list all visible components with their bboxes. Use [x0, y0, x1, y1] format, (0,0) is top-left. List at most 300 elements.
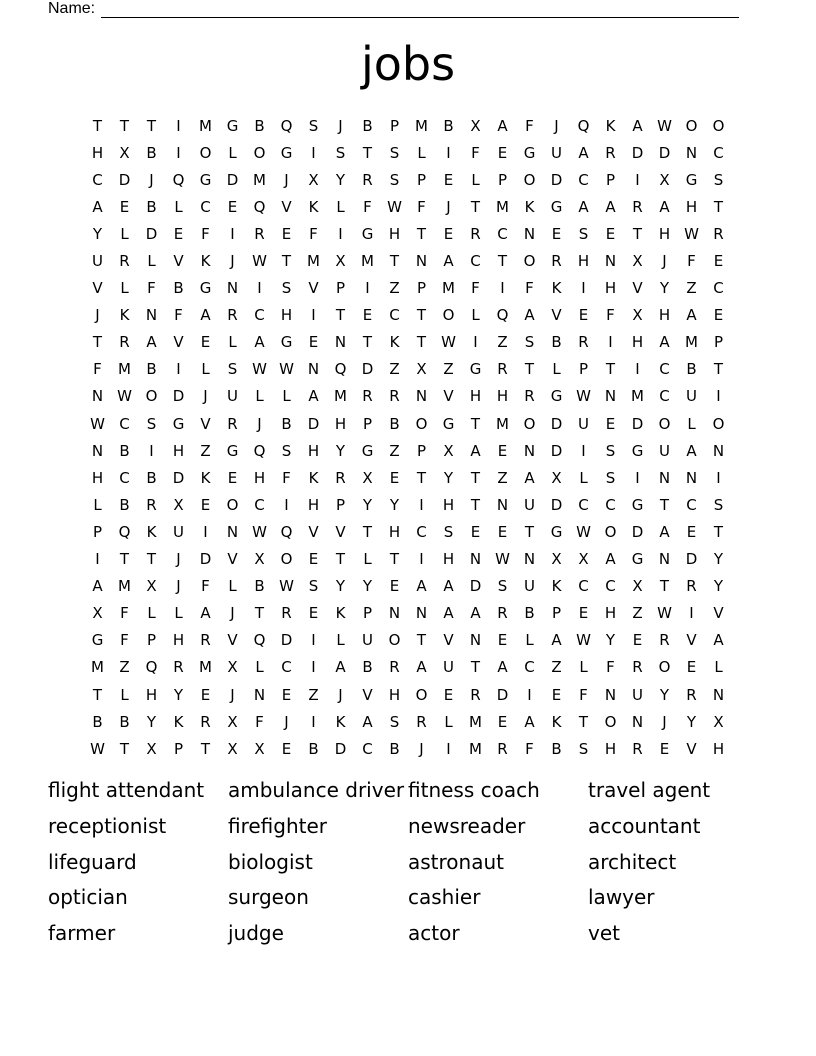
- grid-letter: B: [362, 658, 373, 677]
- grid-letter: Z: [551, 658, 562, 677]
- grid-letter: X: [713, 712, 724, 731]
- grid-letter: X: [227, 658, 238, 677]
- grid-letter: E: [362, 306, 373, 325]
- grid-letter: M: [118, 360, 131, 379]
- grid-letter: S: [308, 116, 319, 135]
- grid-letter: S: [443, 522, 454, 541]
- grid-letter: B: [146, 143, 157, 162]
- grid-letter: M: [199, 658, 212, 677]
- grid-letter: V: [173, 252, 184, 271]
- grid-letter: C: [605, 495, 616, 514]
- grid-letter: T: [524, 360, 535, 379]
- grid-letter: J: [176, 577, 181, 596]
- grid-letter: L: [363, 550, 372, 569]
- grid-letter: X: [227, 739, 238, 758]
- grid-letter: A: [578, 143, 589, 162]
- grid-letter: F: [579, 685, 588, 704]
- grid-letter: A: [524, 306, 535, 325]
- grid-letter: G: [199, 279, 212, 298]
- word-list-item: farmer: [48, 921, 116, 946]
- grid-letter: C: [605, 577, 616, 596]
- grid-letter: K: [200, 252, 211, 271]
- grid-letter: J: [446, 197, 451, 216]
- grid-letter: V: [173, 333, 184, 352]
- grid-letter: N: [712, 441, 725, 460]
- word-list-item: architect: [588, 849, 677, 874]
- grid-letter: D: [361, 360, 374, 379]
- grid-letter: O: [253, 143, 266, 162]
- grid-letter: B: [362, 116, 373, 135]
- grid-letter: U: [227, 387, 238, 406]
- grid-letter: R: [200, 712, 211, 731]
- grid-letter: N: [253, 685, 266, 704]
- grid-letter: B: [443, 116, 454, 135]
- grid-letter: H: [91, 468, 104, 487]
- grid-letter: J: [284, 170, 289, 189]
- grid-letter: P: [551, 604, 562, 623]
- grid-letter: Y: [443, 468, 454, 487]
- grid-letter: E: [659, 739, 670, 758]
- grid-letter: D: [280, 631, 293, 650]
- grid-letter: U: [632, 685, 643, 704]
- grid-letter: V: [308, 279, 319, 298]
- grid-letter: Y: [362, 495, 373, 514]
- grid-letter: I: [176, 360, 181, 379]
- grid-letter: G: [361, 441, 374, 460]
- grid-letter: H: [685, 197, 698, 216]
- grid-row: [84, 356, 732, 383]
- grid-letter: E: [713, 252, 724, 271]
- grid-letter: G: [226, 116, 239, 135]
- grid-letter: I: [95, 550, 100, 569]
- grid-letter: Y: [713, 577, 724, 596]
- grid-row: [84, 681, 732, 708]
- grid-letter: H: [658, 224, 671, 243]
- grid-letter: W: [495, 550, 510, 569]
- grid-letter: F: [309, 224, 318, 243]
- grid-letter: D: [631, 522, 644, 541]
- grid-letter: C: [470, 252, 481, 271]
- grid-letter: T: [470, 495, 481, 514]
- grid-letter: R: [551, 252, 562, 271]
- grid-letter: N: [334, 333, 347, 352]
- grid-letter: I: [608, 333, 613, 352]
- grid-letter: Y: [659, 685, 670, 704]
- grid-letter: T: [119, 116, 130, 135]
- grid-letter: A: [92, 197, 103, 216]
- grid-letter: A: [551, 631, 562, 650]
- grid-letter: I: [500, 279, 505, 298]
- word-list-item: firefighter: [228, 813, 328, 838]
- word-list-item: astronaut: [408, 849, 504, 874]
- grid-letter: F: [363, 197, 372, 216]
- grid-letter: L: [579, 658, 588, 677]
- grid-letter: C: [254, 495, 265, 514]
- grid-letter: W: [279, 360, 294, 379]
- grid-letter: D: [550, 495, 563, 514]
- grid-letter: E: [497, 631, 508, 650]
- word-list-item: cashier: [408, 885, 481, 910]
- grid-letter: P: [416, 441, 427, 460]
- grid-letter: I: [338, 224, 343, 243]
- grid-row: [84, 654, 732, 681]
- grid-letter: O: [442, 306, 455, 325]
- grid-letter: N: [469, 550, 482, 569]
- grid-letter: A: [470, 604, 481, 623]
- grid-letter: R: [713, 224, 724, 243]
- grid-letter: S: [605, 468, 616, 487]
- grid-letter: I: [311, 658, 316, 677]
- grid-letter: M: [496, 414, 509, 433]
- grid-letter: W: [117, 387, 132, 406]
- grid-letter: T: [146, 116, 157, 135]
- grid-letter: D: [658, 143, 671, 162]
- grid-letter: V: [200, 414, 211, 433]
- grid-letter: L: [579, 468, 588, 487]
- grid-letter: N: [496, 495, 509, 514]
- grid-letter: Y: [659, 279, 670, 298]
- grid-letter: T: [92, 685, 103, 704]
- grid-letter: S: [713, 170, 724, 189]
- grid-letter: B: [551, 739, 562, 758]
- grid-letter: L: [255, 658, 264, 677]
- grid-letter: I: [446, 143, 451, 162]
- grid-letter: M: [469, 739, 482, 758]
- grid-letter: E: [686, 522, 697, 541]
- grid-letter: J: [284, 712, 289, 731]
- grid-letter: O: [523, 414, 536, 433]
- grid-letter: W: [387, 197, 402, 216]
- grid-letter: M: [307, 252, 320, 271]
- grid-letter: P: [497, 170, 508, 189]
- grid-letter: Z: [497, 333, 508, 352]
- grid-letter: E: [308, 604, 319, 623]
- grid-letter: H: [145, 685, 158, 704]
- grid-letter: G: [685, 170, 698, 189]
- grid-letter: T: [470, 658, 481, 677]
- grid-letter: G: [280, 143, 293, 162]
- grid-letter: I: [284, 495, 289, 514]
- grid-letter: M: [496, 197, 509, 216]
- grid-letter: D: [631, 414, 644, 433]
- grid-letter: G: [91, 631, 104, 650]
- grid-letter: T: [389, 550, 400, 569]
- grid-letter: F: [525, 116, 534, 135]
- grid-letter: V: [443, 387, 454, 406]
- grid-letter: A: [605, 550, 616, 569]
- grid-letter: I: [581, 279, 586, 298]
- grid-letter: R: [497, 604, 508, 623]
- grid-letter: F: [201, 224, 210, 243]
- grid-letter: D: [496, 685, 509, 704]
- grid-letter: V: [227, 550, 238, 569]
- grid-letter: M: [334, 387, 347, 406]
- grid-letter: P: [362, 414, 373, 433]
- grid-letter: V: [362, 685, 373, 704]
- grid-letter: B: [119, 495, 130, 514]
- grid-letter: Y: [362, 577, 373, 596]
- grid-letter: Z: [443, 360, 454, 379]
- grid-letter: P: [173, 739, 184, 758]
- grid-letter: F: [93, 360, 102, 379]
- grid-letter: P: [335, 495, 346, 514]
- grid-letter: E: [632, 631, 643, 650]
- grid-letter: S: [281, 441, 292, 460]
- grid-letter: W: [576, 387, 591, 406]
- grid-letter: O: [658, 658, 671, 677]
- grid-letter: J: [95, 306, 100, 325]
- grid-letter: C: [119, 414, 130, 433]
- grid-letter: R: [605, 143, 616, 162]
- grid-letter: J: [149, 170, 154, 189]
- grid-letter: A: [443, 604, 454, 623]
- grid-letter: B: [119, 712, 130, 731]
- grid-letter: F: [120, 631, 129, 650]
- grid-letter: M: [253, 170, 266, 189]
- grid-letter: Y: [335, 577, 346, 596]
- grid-letter: F: [282, 468, 291, 487]
- grid-letter: H: [280, 306, 293, 325]
- grid-letter: L: [147, 252, 156, 271]
- grid-letter: C: [281, 658, 292, 677]
- grid-letter: U: [524, 495, 535, 514]
- grid-letter: O: [523, 170, 536, 189]
- grid-letter: I: [311, 143, 316, 162]
- grid-letter: H: [388, 224, 401, 243]
- grid-letter: N: [226, 522, 239, 541]
- grid-letter: E: [200, 685, 211, 704]
- grid-letter: M: [631, 387, 644, 406]
- grid-row: [84, 627, 732, 654]
- grid-letter: U: [659, 441, 670, 460]
- grid-letter: B: [119, 441, 130, 460]
- grid-letter: G: [172, 414, 185, 433]
- grid-letter: T: [200, 739, 211, 758]
- grid-letter: W: [576, 522, 591, 541]
- grid-letter: S: [713, 495, 724, 514]
- grid-letter: F: [255, 712, 264, 731]
- grid-letter: D: [550, 414, 563, 433]
- grid-letter: L: [525, 631, 534, 650]
- grid-letter: Z: [389, 279, 400, 298]
- grid-letter: R: [632, 739, 643, 758]
- grid-letter: Z: [497, 468, 508, 487]
- grid-letter: H: [496, 387, 509, 406]
- grid-letter: H: [604, 604, 617, 623]
- grid-letter: T: [713, 522, 724, 541]
- grid-letter: H: [712, 739, 725, 758]
- grid-letter: A: [578, 197, 589, 216]
- grid-letter: P: [389, 116, 400, 135]
- word-list-item: surgeon: [228, 885, 309, 910]
- grid-letter: T: [578, 712, 589, 731]
- name-blank-line[interactable]: [101, 3, 739, 18]
- grid-letter: K: [119, 306, 130, 325]
- grid-letter: X: [416, 360, 427, 379]
- grid-letter: N: [523, 224, 536, 243]
- grid-row: [84, 546, 732, 573]
- grid-letter: O: [199, 143, 212, 162]
- grid-letter: W: [657, 604, 672, 623]
- grid-letter: B: [524, 604, 535, 623]
- grid-letter: J: [203, 387, 208, 406]
- grid-letter: F: [201, 577, 210, 596]
- grid-letter: C: [578, 495, 589, 514]
- grid-letter: I: [527, 685, 532, 704]
- grid-letter: M: [199, 116, 212, 135]
- grid-letter: T: [470, 414, 481, 433]
- grid-letter: E: [578, 306, 589, 325]
- grid-letter: I: [230, 224, 235, 243]
- grid-letter: C: [713, 143, 724, 162]
- grid-letter: W: [90, 739, 105, 758]
- grid-letter: W: [252, 252, 267, 271]
- grid-letter: R: [281, 604, 292, 623]
- grid-letter: W: [252, 522, 267, 541]
- grid-letter: L: [471, 306, 480, 325]
- grid-letter: Q: [496, 306, 509, 325]
- grid-letter: Z: [632, 604, 643, 623]
- grid-letter: A: [416, 658, 427, 677]
- grid-letter: U: [551, 143, 562, 162]
- grid-letter: Z: [686, 279, 697, 298]
- grid-letter: R: [524, 387, 535, 406]
- grid-letter: Q: [172, 170, 185, 189]
- grid-letter: X: [443, 441, 454, 460]
- grid-letter: E: [173, 224, 184, 243]
- grid-letter: H: [172, 631, 185, 650]
- grid-letter: W: [90, 414, 105, 433]
- grid-letter: H: [631, 333, 644, 352]
- grid-row: [84, 600, 732, 627]
- grid-letter: I: [149, 441, 154, 460]
- grid-letter: R: [362, 170, 373, 189]
- grid-letter: I: [581, 441, 586, 460]
- grid-letter: B: [146, 468, 157, 487]
- grid-letter: A: [443, 577, 454, 596]
- page-title: jobs: [360, 37, 456, 91]
- grid-letter: H: [307, 495, 320, 514]
- grid-letter: H: [307, 441, 320, 460]
- grid-letter: S: [389, 712, 400, 731]
- grid-letter: R: [686, 685, 697, 704]
- grid-letter: P: [92, 522, 103, 541]
- grid-row: [84, 410, 732, 437]
- grid-letter: X: [578, 550, 589, 569]
- grid-letter: R: [686, 577, 697, 596]
- grid-letter: R: [254, 224, 265, 243]
- grid-letter: R: [389, 658, 400, 677]
- grid-letter: B: [551, 333, 562, 352]
- grid-letter: I: [311, 631, 316, 650]
- grid-letter: L: [255, 387, 264, 406]
- grid-letter: V: [551, 306, 562, 325]
- grid-letter: F: [147, 279, 156, 298]
- grid-letter: A: [497, 658, 508, 677]
- grid-letter: B: [389, 414, 400, 433]
- grid-letter: A: [605, 197, 616, 216]
- grid-letter: M: [415, 116, 428, 135]
- grid-letter: A: [659, 197, 670, 216]
- grid-row: [84, 491, 732, 518]
- grid-letter: J: [338, 685, 343, 704]
- grid-letter: Y: [335, 441, 346, 460]
- grid-letter: O: [604, 522, 617, 541]
- grid-letter: T: [335, 306, 346, 325]
- grid-letter: Q: [118, 522, 131, 541]
- grid-letter: H: [388, 685, 401, 704]
- word-list-item: optician: [48, 885, 128, 910]
- grid-letter: T: [605, 360, 616, 379]
- grid-letter: H: [388, 522, 401, 541]
- grid-letter: V: [92, 279, 103, 298]
- grid-letter: I: [473, 333, 478, 352]
- grid-letter: F: [606, 306, 615, 325]
- grid-letter: L: [174, 197, 183, 216]
- grid-letter: I: [311, 712, 316, 731]
- grid-letter: T: [416, 468, 427, 487]
- grid-letter: T: [497, 252, 508, 271]
- grid-letter: E: [443, 685, 454, 704]
- grid-letter: X: [632, 306, 643, 325]
- word-list-item: ambulance driver: [228, 778, 405, 802]
- grid-letter: Y: [92, 224, 103, 243]
- grid-row: [84, 139, 732, 166]
- grid-letter: B: [254, 116, 265, 135]
- grid-letter: T: [281, 252, 292, 271]
- grid-letter: N: [415, 604, 428, 623]
- grid-letter: C: [578, 170, 589, 189]
- grid-letter: A: [92, 577, 103, 596]
- grid-letter: D: [550, 170, 563, 189]
- grid-letter: C: [659, 387, 670, 406]
- grid-letter: X: [308, 170, 319, 189]
- grid-letter: J: [176, 550, 181, 569]
- grid-letter: E: [281, 224, 292, 243]
- grid-letter: F: [525, 739, 534, 758]
- grid-letter: E: [308, 333, 319, 352]
- grid-letter: K: [389, 333, 400, 352]
- grid-letter: T: [524, 522, 535, 541]
- grid-letter: B: [146, 360, 157, 379]
- grid-letter: I: [689, 604, 694, 623]
- grid-letter: L: [120, 279, 129, 298]
- grid-letter: W: [684, 224, 699, 243]
- word-list-item: receptionist: [48, 813, 167, 838]
- grid-letter: L: [471, 170, 480, 189]
- grid-letter: O: [145, 387, 158, 406]
- grid-letter: R: [497, 360, 508, 379]
- grid-letter: E: [497, 712, 508, 731]
- grid-letter: Z: [389, 441, 400, 460]
- grid-letter: W: [441, 333, 456, 352]
- grid-letter: K: [335, 712, 346, 731]
- grid-letter: X: [362, 468, 373, 487]
- grid-letter: J: [338, 116, 343, 135]
- grid-letter: T: [362, 143, 373, 162]
- grid-letter: T: [470, 197, 481, 216]
- grid-letter: N: [145, 306, 158, 325]
- word-list-item: travel agent: [588, 778, 711, 802]
- grid-letter: E: [686, 658, 697, 677]
- grid-letter: C: [200, 197, 211, 216]
- grid-letter: R: [470, 224, 481, 243]
- grid-letter: P: [416, 170, 427, 189]
- grid-letter: K: [524, 197, 535, 216]
- grid-letter: T: [362, 522, 373, 541]
- grid-letter: R: [632, 197, 643, 216]
- grid-letter: N: [388, 604, 401, 623]
